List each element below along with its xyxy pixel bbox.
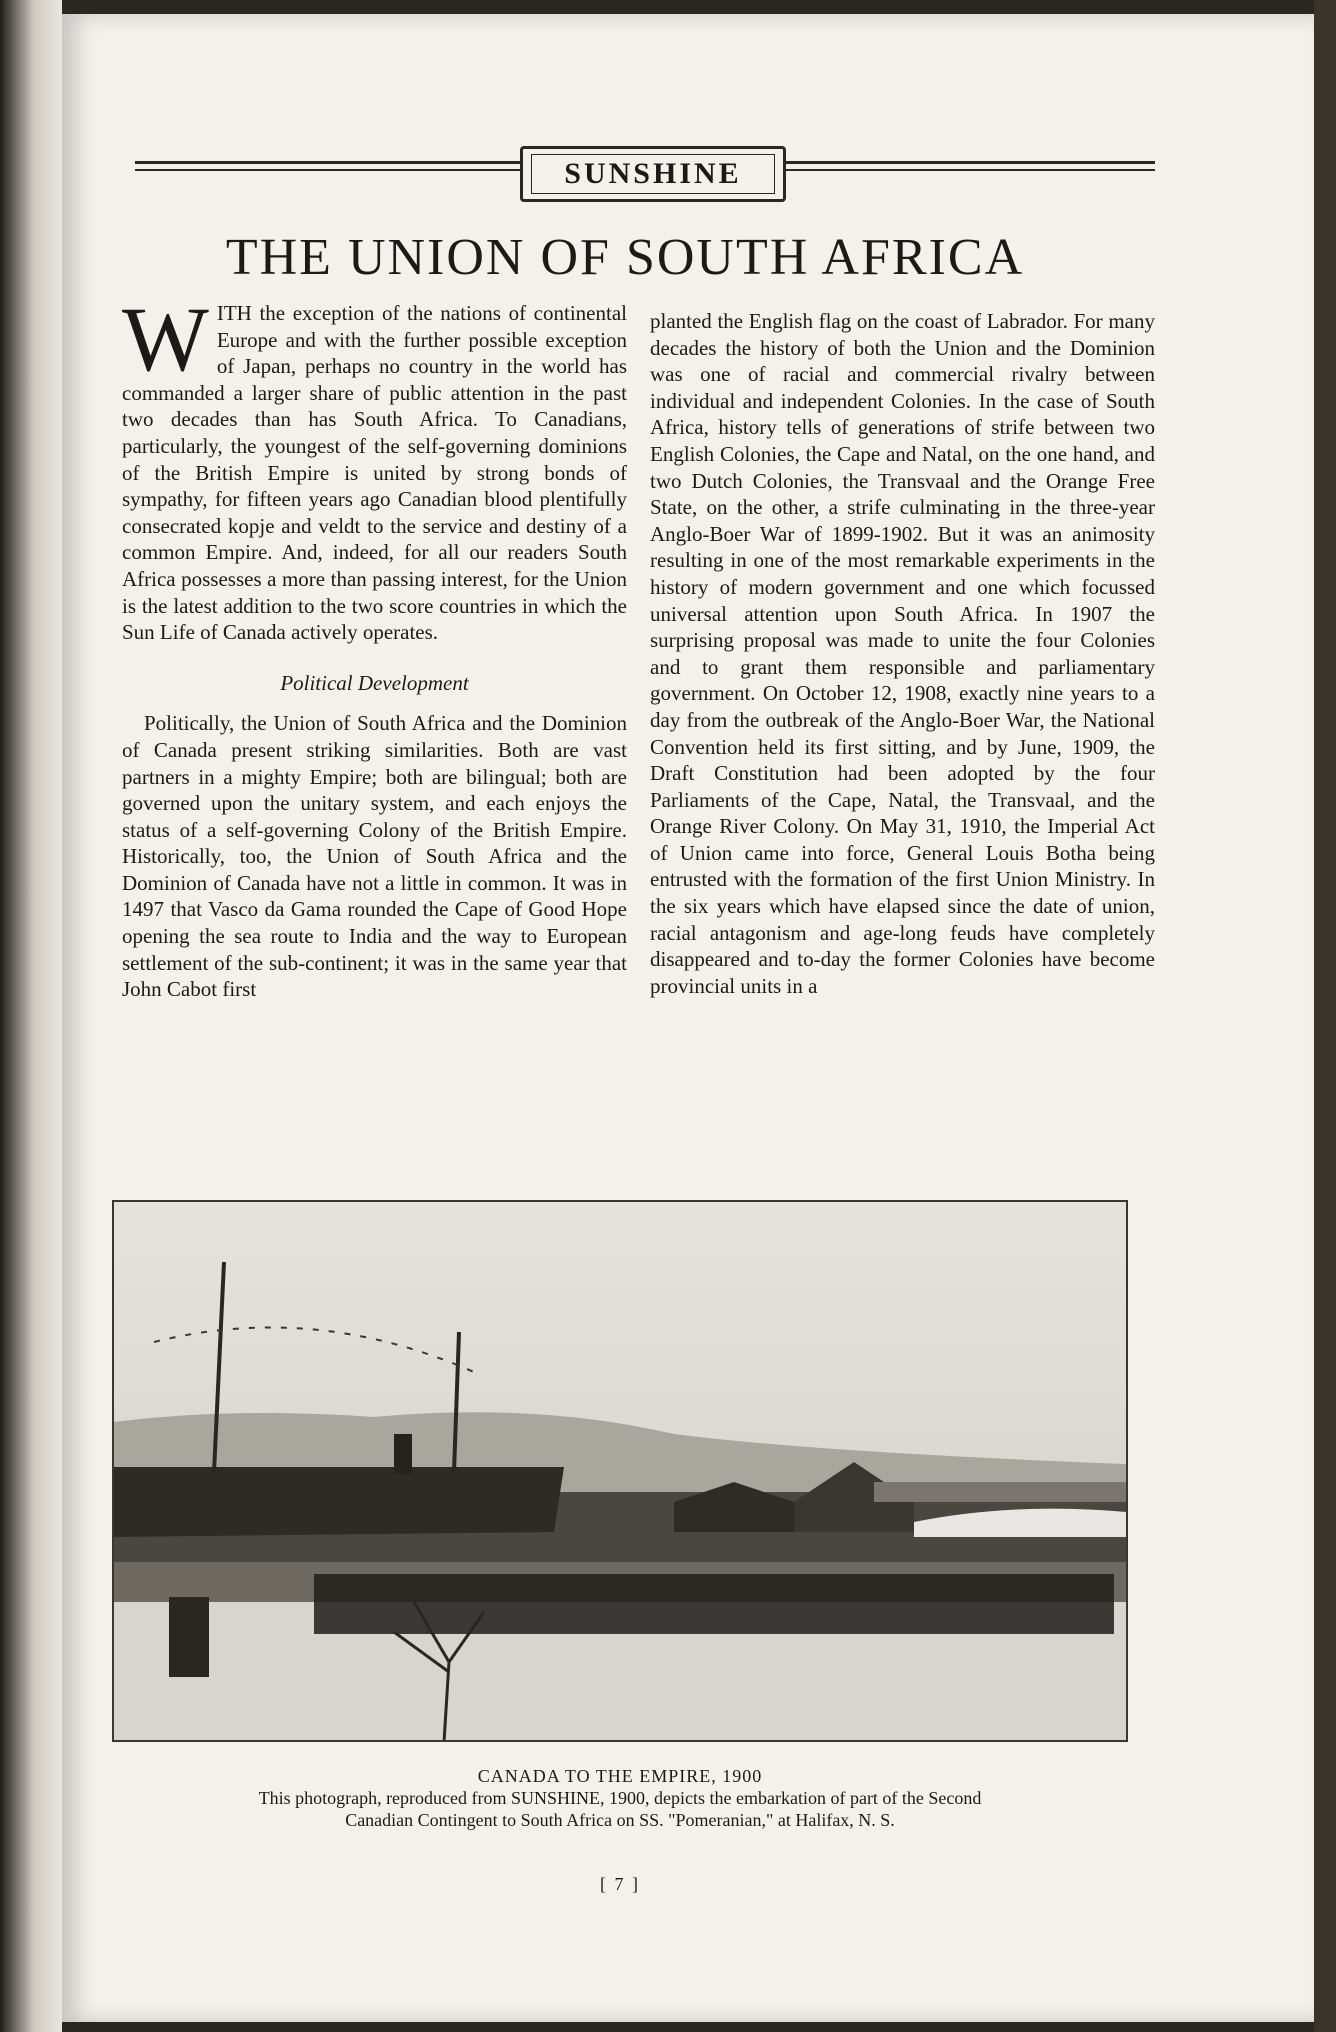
- masthead-box: [520, 146, 786, 202]
- section-subhead: Political Development: [280, 670, 469, 695]
- article-headline: THE UNION OF SOUTH AFRICA: [225, 229, 1025, 286]
- book-edge: [1314, 0, 1336, 2032]
- right-column: [650, 308, 1155, 999]
- masthead-rule-left: [135, 161, 520, 164]
- caption-line-2: Canadian Contingent to South Africa on SS. "Pomeranian," at Halifax, N. S.: [345, 1810, 895, 1830]
- history-paragraph: planted the English flag on the coast of Labrador. For many decades the history of both the Union and the Dominion was one of racial and commercial rivalry between individual and independent Colonies. In the case of South Africa, history tells of generations of strife between two English Colonies, the Cape and Natal, on the one hand, and two Dutch Colonies, the Transvaal and the Orange Free State, on the other, a strife culminating in the three-year Anglo-Boer War of 1899-1902. But it was an animosity resulting in one of the most remarkable experiments in the history of modern government and one which focussed universal attention upon South Africa. In 1907 the surprising proposal was made to unite the four Colonies and to grant them responsible and parliamentary government. On October 12, 1908, exactly nine years to a day from the outbreak of the Anglo-Boer War, the National Convention held its first sitting, and by June, 1909, the Draft Constitution had been adopted by the four Parliaments of the Cape, Natal, the Transvaal, and the Orange River Colony. On May 31, 1910, the Imperial Act of Union came into force, General Louis Botha being entrusted with the formation of the first Union Ministry. In the six years which have elapsed since the date of union, racial antagonism and age-long feuds have completely disappeared and to-day the former Colonies have become provincial units in a: [650, 309, 1155, 998]
- masthead: [135, 140, 1155, 202]
- drop-cap: W: [122, 288, 209, 390]
- photo-caption: [110, 1765, 1130, 1831]
- caption-title: CANADA TO THE EMPIRE, 1900: [477, 1766, 763, 1786]
- intro-paragraph: [122, 288, 627, 646]
- masthead-rule-right: [780, 161, 1155, 164]
- photo-illustration: [114, 1202, 1126, 1740]
- book-spine: [0, 0, 62, 2032]
- intro-text: ITH the exception of the nations of continental Europe and with the further possible exception of Japan, perhaps no country in the world has commanded a larger share of public attention in the past two decades than has South Africa. To Canadians, particularly, the youngest of the self-governing dominions of the British Empire is united by strong bonds of sympathy, for fifteen years ago Canadian blood plentifully consecrated kopje and veldt to the service and destiny of a common Empire. And, indeed, for all our readers South Africa possesses a more than passing interest, for the Union is the latest addition to the two score countries in which the Sun Life of Canada actively operates.: [122, 301, 627, 645]
- halifax-photograph: [112, 1200, 1128, 1742]
- masthead-rule-right-thin: [780, 169, 1155, 171]
- masthead-rule-left-thin: [135, 169, 520, 171]
- political-paragraph: Politically, the Union of South Africa and the Dominion of Canada present striking similarities. Both are vast partners in a mighty Empire; both are bilingual; both are governed upon the unitary system, and each enjoys the status of a self-governing Colony of the British Empire. Historically, too, the Union of South Africa and the Dominion of Canada have not a little in common. It was in 1497 that Vasco da Gama rounded the Cape of Good Hope opening the sea route to India and the way to European settlement of the sub-continent; it was in the same year that John Cabot first: [122, 711, 627, 1002]
- caption-line-1: This photograph, reproduced from SUNSHINE, 1900, depicts the embarkation of part of the Second: [258, 1788, 982, 1808]
- masthead-title: SUNSHINE: [564, 157, 742, 190]
- left-column: [122, 288, 627, 1003]
- page-number: [ 7 ]: [600, 1874, 640, 1894]
